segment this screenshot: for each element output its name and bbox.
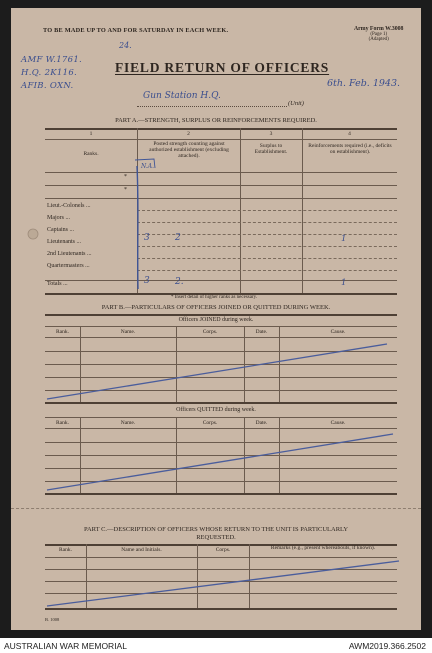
lieut-reinforcements: 1 [341,234,347,244]
quitted-heading: Officers QUITTED during week. [176,407,256,413]
part-b-title: PART B.—PARTICULARS OF OFFICERS JOINED OR QUITTED DURING WEEK. [101,304,331,311]
col-reinforcements-header: Reinforcements required (i.e., deficits on establishment). [308,143,392,155]
part-c-col-corps: Corps. [215,547,231,553]
part-c-strike-line [47,561,399,606]
quitted-col-corps: Corps. [202,420,218,426]
lieut-posted-a: 3 [144,233,150,243]
joined-strike-line [47,344,387,399]
total-posted-a: 3 [144,276,150,286]
joined-col-date: Date. [255,329,268,335]
form-title: FIELD RETURN OF OFFICERS [115,60,330,75]
total-reinforcements: 1 [341,278,347,288]
star-row-2: * [124,187,127,193]
na-mark: N.A. [141,163,155,170]
part-a-title: PART A.—STRENGTH, SURPLUS OR REINFORCEMENTS REQUIRED. [115,117,317,124]
stamp-number: 24. [119,41,132,50]
footer-code: B. 1008 [45,617,60,622]
rank-quartermasters: Quartermasters ... [47,263,90,269]
rank-2nd-lieutenants: 2nd Lieutenants ... [47,251,92,257]
top-note: TO BE MADE UP TO AND FOR SATURDAY IN EACH WEEK. [43,27,229,34]
archive-name: AUSTRALIAN WAR MEMORIAL [4,641,127,651]
joined-col-rank: Rank. [56,329,69,335]
form-adapted: (Adapted) [368,37,389,43]
col-num-1: 1 [89,131,93,137]
col-num-3: 3 [269,131,273,137]
margin-line-1: AMF W.1761. [21,55,83,65]
col-ranks-header: Ranks. [83,151,99,157]
col-num-4: 4 [348,131,351,137]
archive-reference: AWM2019.366.2502 [348,641,426,651]
quitted-col-date: Date. [255,420,268,426]
form-id: Army Form W.3008 [354,26,404,32]
quitted-col-cause: Cause. [330,420,346,426]
unit-label: (Unit) [288,100,304,107]
rank-majors: Majors ... [47,215,70,221]
quitted-strike-line [47,434,393,490]
part-c-title-line-1: PART C.—DESCRIPTION OF OFFICERS WHOSE RETURN TO THE UNIT IS PARTICULARLY [83,526,349,533]
part-c-col-remarks: Remarks (e.g., present whereabouts, if known). [270,545,376,551]
punch-hole [28,229,38,239]
part-c-col-name: Name and Initials. [121,547,162,553]
joined-heading: Officers JOINED during week. [178,317,254,323]
form-page: (Page 1) [370,32,388,38]
total-posted-b: 2. [175,277,184,287]
rank-lieutenants: Lieutenants ... [47,239,81,245]
archive-footer [0,638,432,653]
part-c-title-line-2: REQUESTED. [196,534,236,542]
joined-col-corps: Corps. [202,329,218,335]
pencil-strokes [11,8,421,630]
rank-totals: Totals ... [47,281,68,287]
quitted-col-rank: Rank. [56,420,69,426]
rank-lieut-colonels: Lieut.-Colonels ... [47,203,91,209]
part-a-note: * Insert detail of higher ranks as necessary. [171,295,258,300]
col-num-2: 2 [187,131,190,137]
star-row-1: * [124,174,127,180]
rank-captains: Captains ... [47,227,74,233]
na-underline-stroke [135,159,155,168]
col-surplus-header: Surplus to Establishment. [254,143,288,155]
quitted-col-name: Name. [120,420,136,426]
col-posted-header: Posted strength counting against authorized establishment (excluding attached). [149,141,229,159]
return-date: 6th. Feb. 1943. [327,78,401,89]
joined-col-name: Name. [120,329,136,335]
joined-col-cause: Cause. [330,329,346,335]
posted-column-stroke [137,166,138,289]
unit-name: Gun Station H.Q. [143,91,221,101]
margin-line-3: AFIB. OXN. [21,81,74,92]
document-sheet [11,8,421,630]
margin-line-2: H.Q. 2K116. [21,68,78,79]
part-c-col-rank: Rank. [59,547,72,553]
lieut-posted-b: 2 [175,233,181,243]
